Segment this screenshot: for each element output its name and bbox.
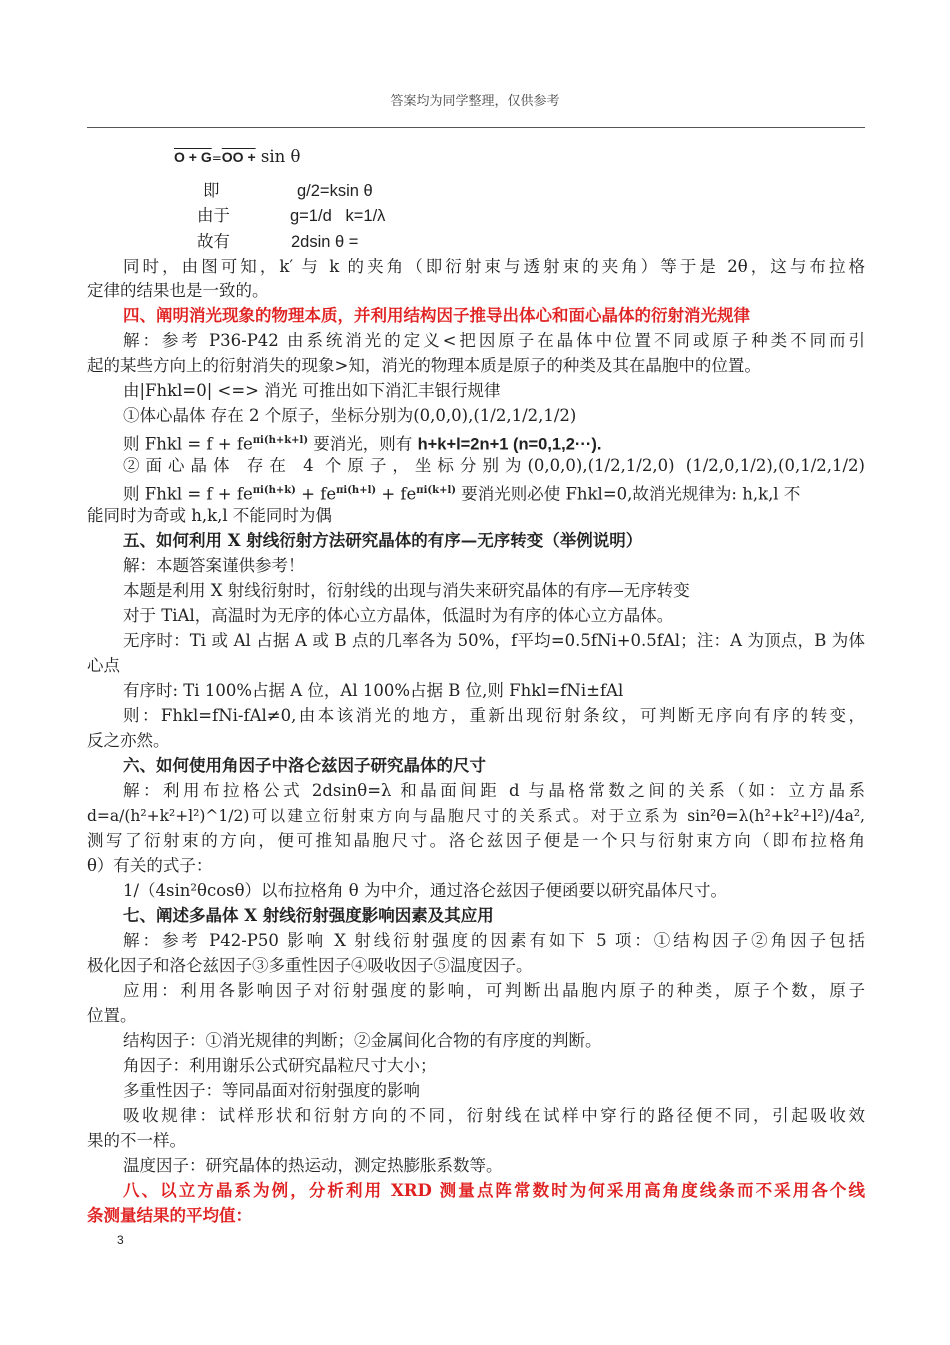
formula-text: 则 Fhkl = f + fe xyxy=(123,484,253,504)
section-6-title: 六、如何使用角因子中洛仑兹因子研究晶体的尺寸 xyxy=(123,756,486,775)
paragraph-line: 定律的结果也是一致的。 xyxy=(87,281,269,300)
paragraph-line: 位置。 xyxy=(87,1006,137,1025)
paragraph-line: 温度因子：研究晶体的热运动，测定热膨胀系数等。 xyxy=(123,1156,503,1175)
formula-superscript: πi(k+l) xyxy=(416,485,456,496)
formula-eq: = xyxy=(211,151,222,165)
paragraph-line: 应用：利用各影响因子对衍射强度的影响，可判断出晶胞内原子的种类，原子个数，原子 xyxy=(123,981,865,1000)
paragraph-line: 起的某些方向上的衍射消失的现象>知，消光的物理本质是原子的种类及其在晶胞中的位置。 xyxy=(87,356,761,375)
formula-text: 要消光则必使 Fhkl=0,故消光规律为: h,k,l 不 xyxy=(455,484,801,504)
paragraph-line: 测写了衍射束的方向，便可推知晶胞尺寸。洛仑兹因子便是一个只与衍射束方向（即布拉格角 xyxy=(87,831,865,850)
formula-superscript: πi(h+l) xyxy=(336,485,377,496)
derivation-guyou-expr: 2dsin θ = xyxy=(291,233,359,251)
paragraph-line: 角因子：利用谢乐公式研究晶粒尺寸大小； xyxy=(123,1056,437,1075)
paragraph-line: 多重性因子：等同晶面对衍射强度的影响 xyxy=(123,1081,420,1100)
paragraph-line: 由|Fhkl=0| <=> 消光 可推出如下消汇丰银行规律 xyxy=(123,381,501,400)
paragraph-line: 本题是利用 X 射线衍射时，衍射线的出现与消失来研究晶体的有序—无序转变 xyxy=(123,581,690,600)
paragraph-line: 解：参考 P42-P50 影响 X 射线衍射强度的因素有如下 5 项：①结构因子②角因子包括 xyxy=(123,931,865,950)
paragraph-line: 能同时为奇或 h,k,l 不能同时为偶 xyxy=(87,506,332,525)
formula-superscript: πi(h+k) xyxy=(252,485,296,496)
formula-right: OO + xyxy=(221,149,256,165)
section-7-title: 七、阐述多晶体 X 射线衍射强度影响因素及其应用 xyxy=(123,906,494,925)
paragraph-line: 心点 xyxy=(87,656,120,675)
derivation-ji-label: 即 xyxy=(203,181,220,200)
paragraph-line: 1/（4sin²θcosθ）以布拉格角 θ 为中介，通过洛仑兹因子便函要以研究晶体尺寸。 xyxy=(123,881,727,900)
paragraph-line: 有序时: Ti 100%占据 A 位，Al 100%占据 B 位,则 Fhkl=fNi±fAl xyxy=(123,681,624,700)
formula-text: + fe xyxy=(295,484,337,504)
derivation-youyu-expr: g=1/d k=1/λ xyxy=(290,207,386,225)
header-rule xyxy=(87,127,865,128)
paragraph-line: 解：参考 P36-P42 由系统消光的定义<把因原子在晶体中位置不同或原子种类不同而引 xyxy=(123,331,865,350)
structure-factor-fcc-line xyxy=(123,480,865,506)
paragraph-line: 无序时：Ti 或 Al 占据 A 或 B 点的几率各为 50%，f平均=0.5fNi+0.5fAl；注：A 为顶点，B 为体 xyxy=(123,631,865,650)
paragraph-line: 对于 TiAl，高温时为无序的体心立方晶体，低温时为有序的体心立方晶体。 xyxy=(123,606,674,625)
paragraph-line: ②面心晶体 存在 4 个原子，坐标分别为(0,0,0),(1/2,1/2,0) (1/2,0,1/2),(0,1/2,1/2) xyxy=(123,456,865,475)
structure-factor-bcc-line xyxy=(123,430,865,456)
formula-superscript: πi(h+k+l) xyxy=(252,435,309,446)
formula-line xyxy=(174,146,300,169)
paragraph-line: 解：本题答案谨供参考！ xyxy=(123,556,305,575)
derivation-guyou-label: 故有 xyxy=(197,232,230,251)
paragraph-line: 极化因子和洛仑兹因子③多重性因子④吸收因子⑤温度因子。 xyxy=(87,956,533,975)
formula-text: 则 Fhkl = f + fe xyxy=(123,434,253,454)
paragraph-line: 同时，由图可知，k′ 与 k 的夹角（即衍射束与透射束的夹角）等于是 2θ，这与布拉格 xyxy=(123,257,865,276)
paragraph-line: θ）有关的式子： xyxy=(87,856,213,875)
section-8-title: 八、以立方晶系为例，分析利用 XRD 测量点阵常数时为何采用高角度线条而不采用各个线 xyxy=(123,1181,865,1200)
paragraph-line: d=a/(h²+k²+l²)^1/2)可以建立衍射束方向与晶胞尺寸的关系式。对于立系为 sin²θ=λ(h²+k²+l²)/4a², xyxy=(87,807,865,825)
section-4-title: 四、阐明消光现象的物理本质，并利用结构因子推导出体心和面心晶体的衍射消光规律 xyxy=(123,306,750,325)
paragraph-line: ①体心晶体 存在 2 个原子，坐标分别为(0,0,0),(1/2,1/2,1/2) xyxy=(123,406,577,425)
formula-text: 要消光，则有 xyxy=(308,434,418,454)
derivation-ji-expr: g/2=ksin θ xyxy=(297,182,373,200)
paragraph-line: 结构因子：①消光规律的判断；②金属间化合物的有序度的判断。 xyxy=(123,1031,602,1050)
formula-text: + fe xyxy=(376,484,417,504)
derivation-youyu-label: 由于 xyxy=(197,206,230,225)
paragraph-line: 反之亦然。 xyxy=(87,731,170,750)
page-header: 答案均为同学整理，仅供参考 xyxy=(390,94,560,109)
formula-tail: sin θ xyxy=(255,147,301,166)
page-number: 3 xyxy=(117,1233,124,1247)
paragraph-line: 解：利用布拉格公式 2dsinθ=λ 和晶面间距 d 与晶格常数之间的关系（如：立方晶系 xyxy=(123,781,865,800)
section-5-title: 五、如何利用 X 射线衍射方法研究晶体的有序—无序转变（举例说明） xyxy=(123,531,643,550)
paragraph-line: 则：Fhkl=fNi-fAl≠0,由本该消光的地方，重新出现衍射条纹，可判断无序向有序的转变， xyxy=(123,706,865,725)
formula-condition: h+k+l=2n+1 (n=0,1,2···). xyxy=(417,435,602,454)
paragraph-line: 果的不一样。 xyxy=(87,1131,186,1150)
paragraph-line: 吸收规律：试样形状和衍射方向的不同，衍射线在试样中穿行的路径便不同，引起吸收效 xyxy=(123,1106,865,1125)
section-8-title-cont: 条测量结果的平均值： xyxy=(87,1206,252,1225)
formula-left: O + G xyxy=(174,149,212,165)
